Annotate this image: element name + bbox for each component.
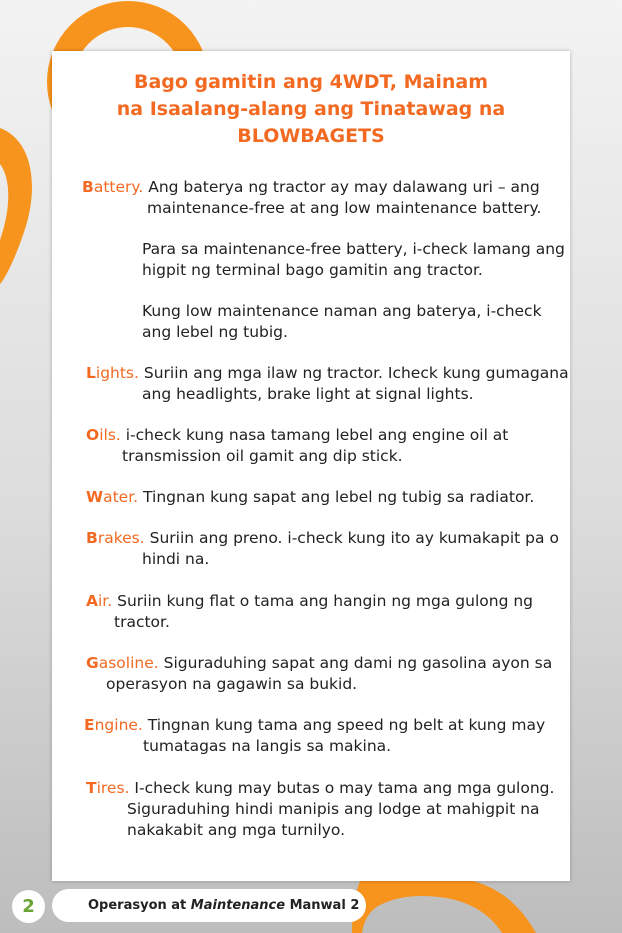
entry-line — [86, 528, 559, 549]
entry-term — [86, 779, 129, 797]
term-initial: G — [86, 654, 99, 672]
entry-text: Suriin ang mga ilaw ng tractor. Icheck kung gumagana — [143, 364, 569, 382]
title-line: BLOWBAGETS — [237, 125, 385, 147]
entry-line: tumatagas na langis sa makina. — [143, 737, 392, 755]
term-rest: ights. — [95, 364, 139, 382]
battery-note-low-maintenance — [142, 301, 542, 343]
term-rest: rakes. — [97, 529, 145, 547]
footer-label — [52, 889, 366, 922]
term-rest: attery. — [93, 178, 144, 196]
entry-term — [86, 364, 139, 382]
list-item-battery — [82, 177, 541, 219]
entry-text: Siguraduhing sapat ang dami ng gasolina ayon sa — [163, 654, 553, 672]
list-item-oils — [86, 425, 508, 467]
term-rest: ater. — [103, 488, 139, 506]
term-initial: B — [86, 529, 98, 547]
entry-line — [86, 487, 534, 508]
footer-label-end: Manwal 2 — [285, 898, 360, 913]
entry-line — [82, 177, 541, 198]
term-rest: ils. — [99, 426, 121, 444]
entry-line: Para sa maintenance-free battery, i-check lamang ang — [142, 240, 565, 258]
term-rest: ngine. — [94, 716, 143, 734]
entry-line: higpit ng terminal bago gamitin ang tractor. — [142, 261, 483, 279]
entry-text: Suriin kung flat o tama ang hangin ng mga gulong ng — [117, 592, 533, 610]
entry-line — [84, 715, 545, 736]
footer-label-start: Operasyon at — [88, 898, 191, 913]
list-item-engine — [84, 715, 545, 757]
term-initial: O — [86, 426, 100, 444]
entry-line — [86, 591, 533, 612]
term-initial: T — [86, 779, 97, 797]
entry-line — [86, 778, 554, 799]
entry-text: Tingnan kung sapat ang lebel ng tubig sa radiator. — [143, 488, 535, 506]
page-title — [52, 69, 570, 150]
entry-text: Suriin ang preno. i-check kung ito ay kumakapit pa o — [149, 529, 559, 547]
list-item-lights — [86, 363, 569, 405]
list-item-brakes — [86, 528, 559, 570]
entry-term — [84, 716, 143, 734]
term-initial: W — [86, 488, 104, 506]
entry-term — [86, 426, 121, 444]
entry-term — [86, 654, 159, 672]
term-rest: ires. — [96, 779, 130, 797]
entry-text: Ang baterya ng tractor ay may dalawang uri – ang — [148, 178, 540, 196]
term-initial: A — [86, 592, 98, 610]
list-item-tires — [86, 778, 554, 841]
entry-line: Siguraduhing hindi manipis ang lodge at mahigpit na — [127, 800, 540, 818]
title-line: na Isaalang-alang ang Tinatawag na — [116, 98, 506, 120]
entry-line — [86, 363, 569, 384]
entry-line: nakakabit ang mga turnilyo. — [127, 821, 346, 839]
entry-text: I-check kung may butas o may tama ang mga gulong. — [134, 779, 555, 797]
page-number-badge: 2 — [12, 890, 45, 923]
entry-text: Tingnan kung tama ang speed ng belt at kung may — [147, 716, 546, 734]
entry-line: ang lebel ng tubig. — [142, 323, 288, 341]
entry-term — [86, 488, 138, 506]
entry-line — [86, 653, 552, 674]
list-item-air — [86, 591, 533, 633]
entry-line: transmission oil gamit ang dip stick. — [122, 447, 403, 465]
entry-line: maintenance-free at ang low maintenance battery. — [147, 199, 542, 217]
footer-label-italic: Maintenance — [190, 898, 286, 913]
entry-term — [86, 529, 145, 547]
entry-text: i-check kung nasa tamang lebel ang engine oil at — [125, 426, 509, 444]
entry-line: hindi na. — [142, 550, 210, 568]
entry-term — [86, 592, 112, 610]
term-initial: B — [82, 178, 94, 196]
list-item-water — [86, 487, 534, 508]
title-line: Bago gamitin ang 4WDT, Mainam — [133, 71, 489, 93]
entry-term — [82, 178, 143, 196]
battery-note-maintenance-free — [142, 239, 565, 281]
entry-line: ang headlights, brake light at signal lights. — [142, 385, 474, 403]
entry-line — [86, 425, 508, 446]
content-card — [52, 51, 570, 881]
term-rest: asoline. — [98, 654, 159, 672]
term-rest: ir. — [98, 592, 113, 610]
term-initial: E — [84, 716, 95, 734]
list-item-gasoline — [86, 653, 552, 695]
entry-line: tractor. — [114, 613, 170, 631]
entry-line: Kung low maintenance naman ang baterya, i-check — [142, 302, 542, 320]
entry-line: operasyon na gagawin sa bukid. — [106, 675, 358, 693]
term-initial: L — [86, 364, 96, 382]
